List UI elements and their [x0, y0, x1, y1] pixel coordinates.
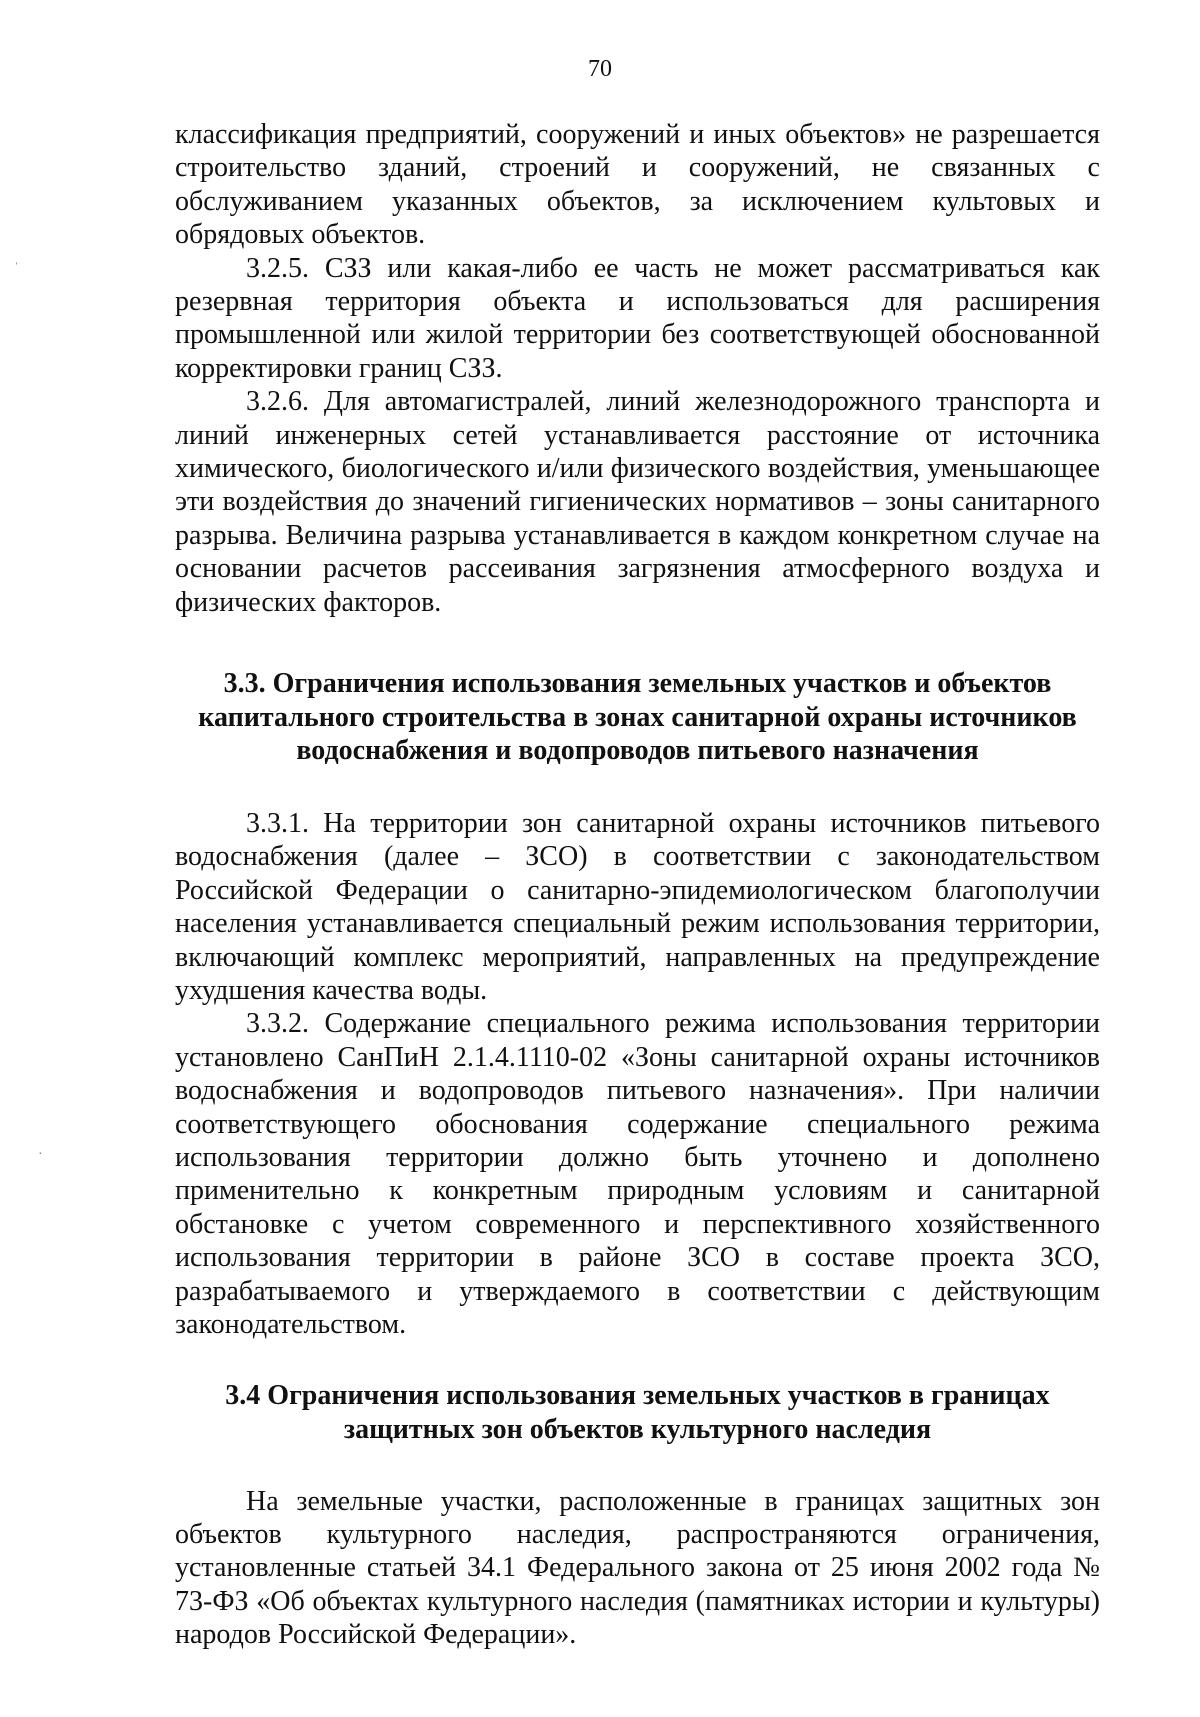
paragraph-3-2-6: 3.2.6. Для автомагистралей, линий железнодорожного транспорта и линий инженерных сетей устанавливается расстояние от источника химического, биологического и/или физического воздействия, уменьшающее эти воздействия до значений гигиенических нормативов – зоны санитарного разрыва. Величина разрыва устанавливается в каждом конкретном случае на основании расчетов рассеивания загрязнения атмосферного воздуха и физических факторов. [175, 386, 1100, 618]
scan-speck: · [38, 1147, 43, 1162]
spacer [175, 1341, 1100, 1379]
page-number: 70 [588, 56, 612, 82]
paragraph-3-2-5: 3.2.5. СЗЗ или какая-либо ее часть не может рассматриваться как резервная территория объекта и использоваться для расширения промышленной или жилой территории без соответствующей обоснованной корректировки границ СЗЗ. [175, 252, 1100, 384]
paragraph-3-4-1: На земельные участки, расположенные в границах защитных зон объектов культурного наследия, распространяются ограничения, установленные статьей 34.1 Федерального закона от 25 июня 2002 года № 73-ФЗ «Об объектах культурного наследия (памятниках истории и культуры) народов Российской Федерации». [175, 1485, 1100, 1651]
paragraph-3-3-1: 3.3.1. На территории зон санитарной охраны источников питьевого водоснабжения (далее – ЗСО) в соответствии с законодательством Российской Федерации о санитарно-эпидемиологическом благополучии населения устанавливается специальный режим использования территории, включающий комплекс мероприятий, направленных на предупреждение ухудшения качества воды. [175, 807, 1100, 1006]
spacer [175, 768, 1100, 807]
page-body [175, 118, 1100, 1652]
spacer [175, 619, 1100, 667]
section-heading-3-4: 3.4 Ограничения использования земельных участков в границах защитных зон объектов культурного наследия [225, 1380, 1050, 1445]
scan-speck: ˈ [14, 261, 19, 276]
section-heading-3-3: 3.3. Ограничения использования земельных участков и объектов капитального строительства в зонах санитарной охраны источников водоснабжения и водопроводов питьевого назначения [198, 668, 1077, 767]
paragraph-continuation: классификация предприятий, сооружений и иных объектов» не разрешается строительство зданий, строений и сооружений, не связанных с обслуживанием указанных объектов, за исключением культовых и обрядовых объектов. [175, 119, 1100, 251]
paragraph-3-3-2: 3.3.2. Содержание специального режима использования территории установлено СанПиН 2.1.4.1110-02 «Зоны санитарной охраны источников водоснабжения и водопроводов питьевого назначения». При наличии соответствующего обоснования содержание специального режима использования территории должно быть уточнено и дополнено применительно к конкретным природным условиям и санитарной обстановке с учетом современного и перспективного хозяйственного использования территории в районе ЗСО в составе проекта ЗСО, разрабатываемого и утверждаемого в соответствии с действующим законодательством. [175, 1008, 1100, 1340]
spacer [175, 1447, 1100, 1485]
